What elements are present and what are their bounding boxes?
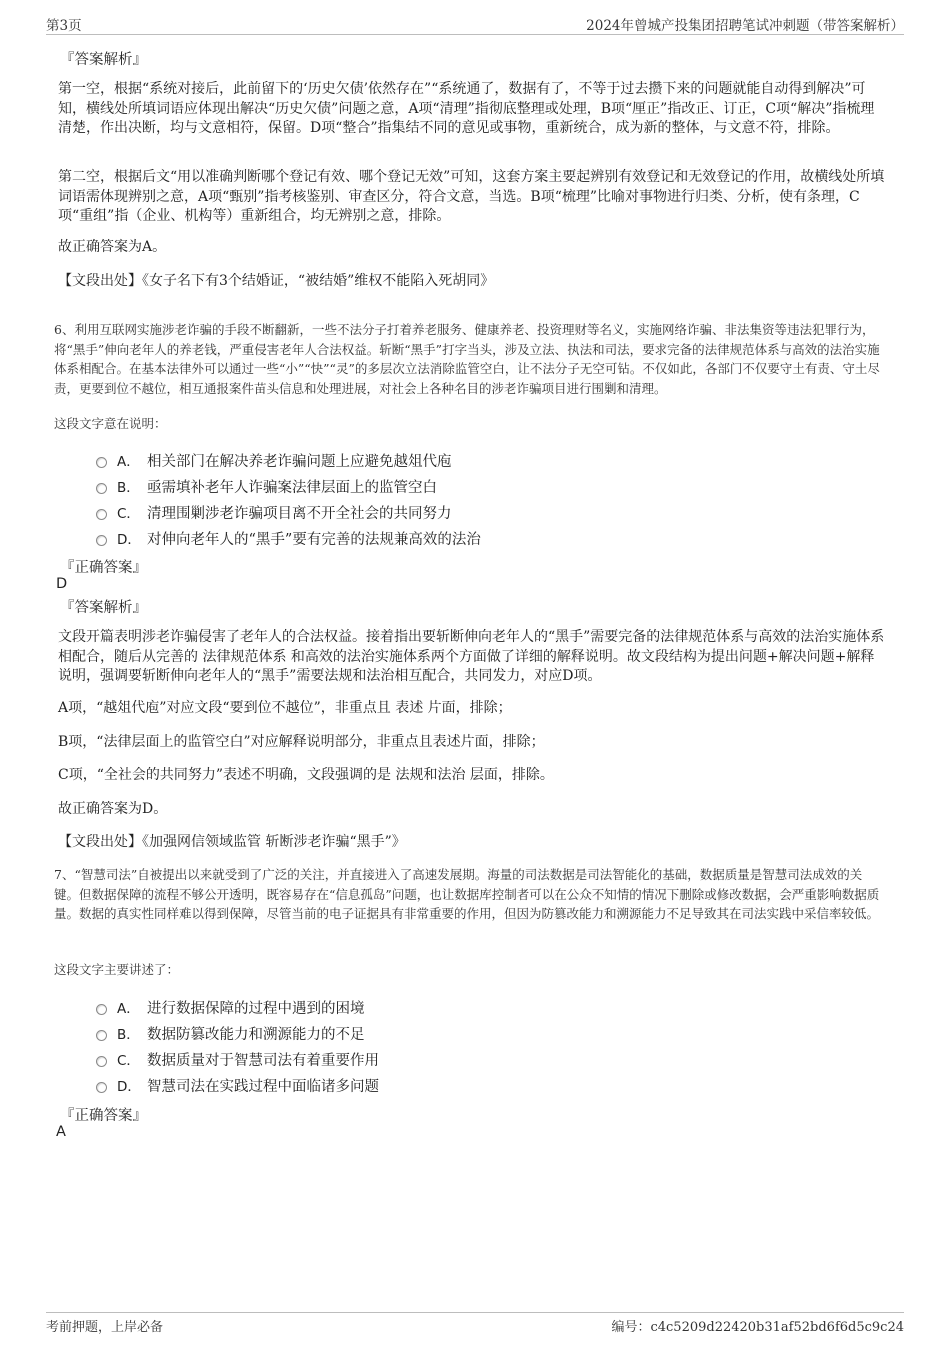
option-letter: A． xyxy=(117,1001,140,1017)
q7-option-b[interactable] xyxy=(96,1020,926,1046)
q6-analysis-para1: 文段开篇表明涉老诈骗侵害了老年人的合法权益。接着指出要斩断伸向老年人的“黑手”需要完备的法律规范体系与高效的法治实施体系相配合，随后从完善的 法律规范体系 和高效的法治实施体系两个方面做了详细的解释说明。故文段结构为提出问题+解决问题+解释说明，强调要斩断伸向老年人的“黑手”需要法规和法治相互配合，共同发力，对应D项。 xyxy=(58,629,885,684)
q7-options xyxy=(96,994,926,1098)
page-header xyxy=(46,12,904,35)
document-code: 编号：c4c5209d22420b31af52bd6f6d5c9c24 xyxy=(611,1320,904,1335)
q7-option-d[interactable] xyxy=(96,1072,926,1098)
option-letter: D． xyxy=(117,1079,141,1095)
q7-ask: 这段文字主要讲述了： xyxy=(54,962,180,977)
option-text: 数据质量对于智慧司法有着重要作用 xyxy=(147,1052,379,1069)
radio-button[interactable] xyxy=(96,509,107,520)
radio-button[interactable] xyxy=(96,457,107,468)
q7-option-c[interactable] xyxy=(96,1046,926,1072)
page-footer xyxy=(46,1312,904,1337)
q7-correct-label: 『正确答案』 xyxy=(60,1108,147,1124)
q6-analysis-label: 『答案解析』 xyxy=(60,600,147,616)
q7-question-text: 7、“智慧司法”自被提出以来就受到了广泛的关注，并直接进入了高速发展期。海量的司法数据是司法智能化的基础，数据质量是智慧司法成效的关键。但数据保障的流程不够公开透明，既容易存在“信息孤岛”问题，也让数据库控制者可以在公众不知情的情况下删除或修改数据，会严重影响数据质量。数据的真实性同样难以得到保障，尽管当前的电子证据具有非常重要的作用，但因为防篡改能力和溯源能力不足导致其在司法实践中采信率较低。 xyxy=(54,867,880,921)
q5-source: 【文段出处】《女子名下有3个结婚证，“被结婚”维权不能陷入死胡同》 xyxy=(58,273,495,289)
q5-conclusion: 故正确答案为A。 xyxy=(58,239,167,255)
page-number: 第3页 xyxy=(46,18,82,34)
radio-button[interactable] xyxy=(96,535,107,546)
q6-correct-label: 『正确答案』 xyxy=(60,560,147,576)
q7-correct-answer: A xyxy=(56,1124,66,1140)
document-title: 2024年曾城产投集团招聘笔试冲刺题（带答案解析） xyxy=(586,18,904,34)
q5-analysis-label: 『答案解析』 xyxy=(60,52,147,68)
q6-analysis-para4: C项，“全社会的共同努力”表述不明确，文段强调的是 法规和法治 层面，排除。 xyxy=(58,767,554,783)
option-letter: B． xyxy=(117,480,140,496)
option-text: 进行数据保障的过程中遇到的困境 xyxy=(147,1000,365,1017)
q6-ask: 这段文字意在说明： xyxy=(54,416,167,431)
option-letter: C． xyxy=(117,506,140,522)
q7-option-a[interactable] xyxy=(96,994,926,1020)
q5-analysis-para2: 第二空，根据后文“用以准确判断哪个登记有效、哪个登记无效”可知，这套方案主要起辨别有效登记和无效登记的作用，故横线处所填词语需体现辨别之意，A项“甄别”指考核鉴别、审查区分，符合文意，当选。B项“梳理”比喻对事物进行归类、分析，使有条理，C项“重组”指（企业、机构等）重新组合，均无辨别之意，排除。 xyxy=(58,169,885,224)
option-text: 相关部门在解决养老诈骗问题上应避免越俎代庖 xyxy=(147,453,452,470)
q6-option-d[interactable] xyxy=(96,525,926,551)
option-letter: C． xyxy=(117,1053,140,1069)
radio-button[interactable] xyxy=(96,1004,107,1015)
radio-button[interactable] xyxy=(96,483,107,494)
option-text: 智慧司法在实践过程中面临诸多问题 xyxy=(147,1078,379,1095)
option-text: 亟需填补老年人诈骗案法律层面上的监管空白 xyxy=(147,479,437,496)
option-letter: B． xyxy=(117,1027,140,1043)
radio-button[interactable] xyxy=(96,1056,107,1067)
option-letter: A． xyxy=(117,454,140,470)
q6-options xyxy=(96,447,926,551)
q5-analysis-para1: 第一空，根据“系统对接后，此前留下的‘历史欠债’依然存在”“系统通了，数据有了，不等于过去攒下来的问题就能自动得到解决”可知，横线处所填词语应体现出解决“历史欠债”问题之意，A项“清理”指彻底整理或处理，B项“厘正”指改正、订正，C项“解决”指梳理清楚，作出决断，均与文意相符，保留。D项“整合”指集结不同的意见或事物，重新统合，成为新的整体，与文意不符，排除。 xyxy=(58,81,875,136)
q6-analysis-para2: A项，“越俎代庖”对应文段“要到位不越位”，非重点且 表述 片面，排除； xyxy=(58,700,512,716)
q6-option-a[interactable] xyxy=(96,447,926,473)
radio-button[interactable] xyxy=(96,1030,107,1041)
q6-option-b[interactable] xyxy=(96,473,926,499)
footer-slogan: 考前押题，上岸必备 xyxy=(46,1320,164,1335)
q6-option-c[interactable] xyxy=(96,499,926,525)
option-text: 清理围剿涉老诈骗项目离不开全社会的共同努力 xyxy=(147,505,452,522)
q6-analysis-para3: B项，“法律层面上的监管空白”对应解释说明部分，非重点且表述片面，排除； xyxy=(58,734,545,750)
q6-conclusion: 故正确答案为D。 xyxy=(58,801,168,817)
q6-correct-answer: D xyxy=(56,576,68,592)
option-text: 对伸向老年人的“黑手”要有完善的法规兼高效的法治 xyxy=(147,531,481,548)
q6-question-text: 6、利用互联网实施涉老诈骗的手段不断翻新，一些不法分子打着养老服务、健康养老、投资理财等名义，实施网络诈骗、非法集资等违法犯罪行为，将“黑手”伸向老年人的养老钱，严重侵害老年人合法权益。斩断“黑手”打字当头，涉及立法、执法和司法，要求完备的法律规范体系与高效的法治实施体系相配合。在基本法律外可以通过一些“小”“快”“灵”的多层次立法消除监管空白，让不法分子无空可钻。不仅如此，各部门不仅要守土有责、守土尽责，更要到位不越位，相互通报案件苗头信息和处理进展，对社会上各种名目的涉老诈骗项目进行围剿和清理。 xyxy=(54,322,880,396)
radio-button[interactable] xyxy=(96,1082,107,1093)
option-text: 数据防篡改能力和溯源能力的不足 xyxy=(147,1026,365,1043)
q6-source: 【文段出处】《加强网信领域监管 斩断涉老诈骗“黑手”》 xyxy=(58,834,406,850)
option-letter: D． xyxy=(117,532,141,548)
